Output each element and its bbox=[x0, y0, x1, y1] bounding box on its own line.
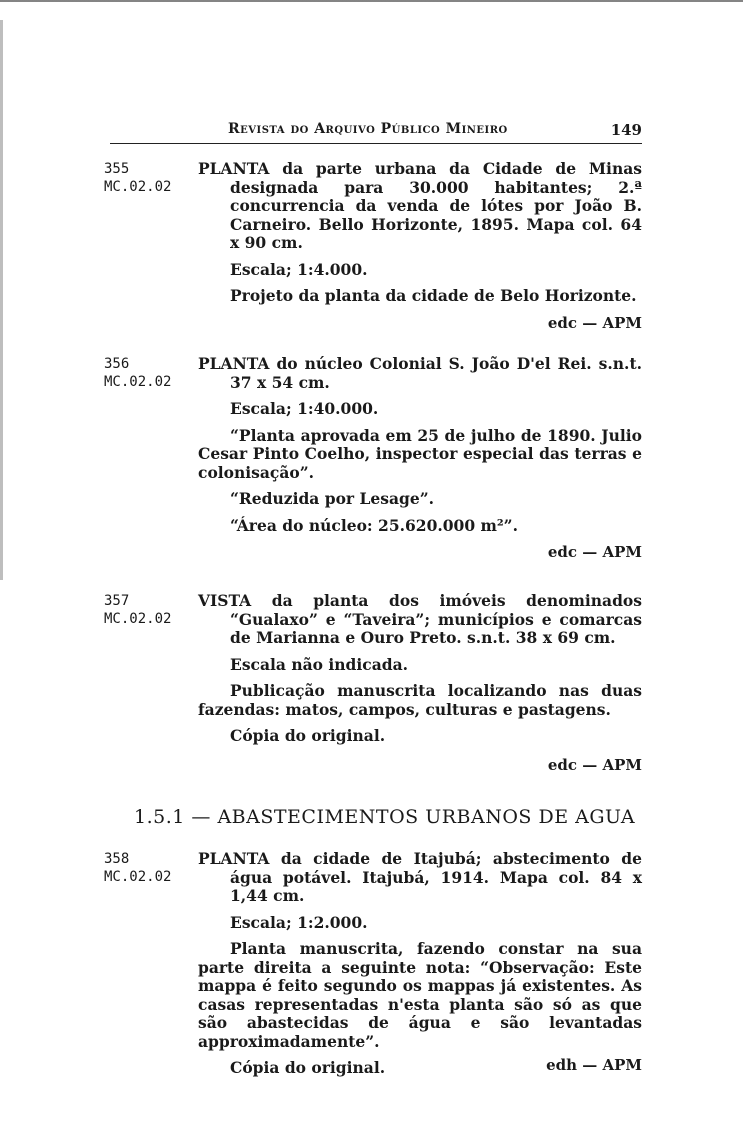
entry-scale: Escala; 1:2.000. bbox=[230, 912, 368, 932]
entry-number: 356 bbox=[104, 356, 130, 372]
entry-note: Planta manuscrita, fazendo constar na sua parte direita a seguinte nota: “Observação: Este mappa é feito segundo os mappas já existentes. As casas representadas n'esta planta são só as que são abastecidas de água e são levantadas approximadamente”. bbox=[198, 939, 642, 1051]
page-number: 149 bbox=[610, 121, 642, 139]
entry-source: edc — APM bbox=[547, 756, 642, 774]
entry-note: “Área do núcleo: 25.620.000 m²”. bbox=[230, 515, 518, 535]
section-number: 1.5.1 bbox=[134, 806, 185, 828]
section-title: — ABASTECIMENTOS URBANOS DE AGUA bbox=[191, 806, 636, 828]
scan-edge-mark-left bbox=[0, 20, 3, 580]
entry-description: PLANTA da cidade de Itajubá; abstecimento de água potável. Itajubá, 1914. Mapa col. 84 x 1,44 cm. bbox=[198, 849, 642, 905]
entry-note: Cópia do original. bbox=[230, 726, 386, 745]
entry-scale: Escala não indicada. bbox=[230, 654, 409, 674]
entry-scale: Escala; 1:40.000. bbox=[230, 399, 379, 418]
entry-source: edh — APM bbox=[546, 1056, 642, 1074]
entry-scale: Escala; 1:4.000. bbox=[230, 259, 368, 279]
running-header bbox=[110, 121, 642, 144]
entry-id bbox=[104, 160, 171, 196]
entry-note: Projeto da planta da cidade de Belo Horizonte. bbox=[230, 286, 637, 305]
entry-description: PLANTA da parte urbana da Cidade de Minas designada para 30.000 habitantes; 2.ª concurrencia da venda de lótes por João B. Carneiro. Bello Horizonte, 1895. Mapa col. 64 x 90 cm. bbox=[198, 159, 642, 252]
scan-edge-mark bbox=[0, 0, 743, 8]
entry-id bbox=[104, 850, 171, 886]
entry-code: MC.02.02 bbox=[104, 179, 172, 195]
entry-code: MC.02.02 bbox=[104, 869, 172, 885]
entry-code: MC.02.02 bbox=[104, 611, 172, 627]
entry-number: 357 bbox=[104, 593, 130, 609]
entry-number: 355 bbox=[104, 161, 130, 177]
entry-source: edc — APM bbox=[547, 314, 642, 332]
entry-id bbox=[104, 592, 171, 628]
entry-number: 358 bbox=[104, 851, 130, 867]
journal-title: Revista do Arquivo Público Mineiro bbox=[228, 121, 508, 137]
entry-source: edc — APM bbox=[547, 543, 642, 561]
entry-note: Publicação manuscrita localizando nas duas fazendas: matos, campos, culturas e pastagens. bbox=[198, 681, 642, 719]
entry-body bbox=[198, 592, 642, 746]
entry-body bbox=[198, 160, 642, 306]
entry-note: Cópia do original. bbox=[230, 1058, 386, 1077]
entry-description: VISTA da planta dos imóveis denominados “Gualaxo” e “Taveira”; municípios e comarcas de Marianna e Ouro Preto. s.n.t. 38 x 69 cm. bbox=[198, 591, 642, 647]
entry-note: “Planta aprovada em 25 de julho de 1890. Julio Cesar Pinto Coelho, inspector especial das terras e colonisação”. bbox=[198, 425, 642, 482]
entry-description: PLANTA do núcleo Colonial S. João D'el Rei. s.n.t. 37 x 54 cm. bbox=[198, 354, 642, 392]
section-heading bbox=[134, 806, 635, 828]
entry-note: “Reduzida por Lesage”. bbox=[230, 489, 435, 508]
entry-code: MC.02.02 bbox=[104, 374, 172, 390]
entry-body bbox=[198, 850, 642, 1078]
entry-id bbox=[104, 355, 171, 391]
entry-body bbox=[198, 355, 642, 535]
